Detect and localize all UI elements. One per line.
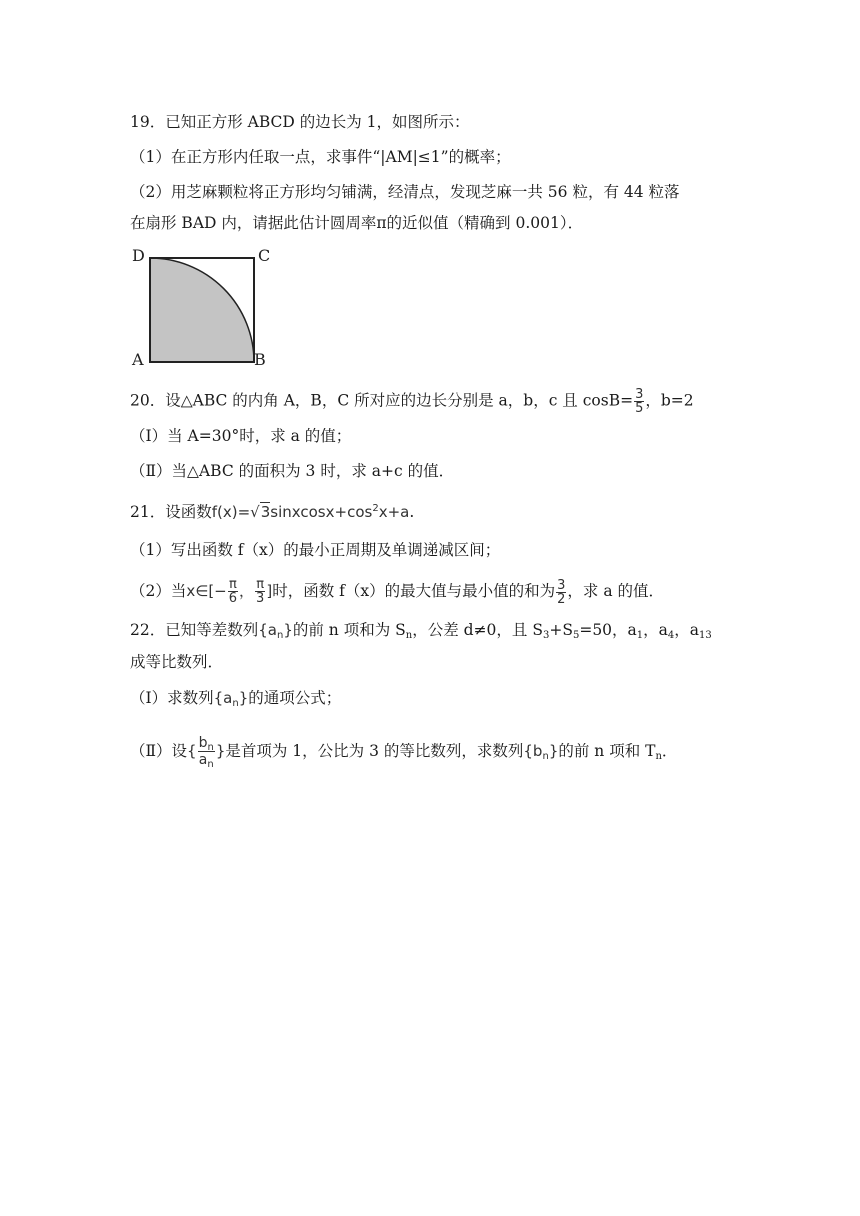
- q20-part2: （Ⅱ）当△ABC 的面积为 3 时，求 a+c 的值．: [130, 462, 455, 480]
- q22-line1: 22．已知等差数列$\{a_n\}$的前 n 项和为 $S_n$，公差 d≠0，且 $S_3+S_5=50$，$a_1$，$a_4$，$a_{13}$: [130, 621, 712, 641]
- interval-expression: x∈[− $\frac{\pi}{6}$ ， $\frac{\pi}{3}$ ]: [186, 577, 273, 606]
- cosb-fraction: $\frac{3}{5}$: [635, 387, 644, 416]
- q19-title: 19．已知正方形 ABCD 的边长为 1，如图所示：: [130, 113, 470, 131]
- label-d: D: [132, 246, 145, 265]
- q19-part1: （1）在正方形内任取一点，求事件“|AM|≤1”的概率；: [130, 148, 511, 166]
- label-b: B: [254, 350, 266, 368]
- q22-line2: 成等比数列．: [130, 653, 224, 671]
- q22-part2: （Ⅱ）设{ $\frac{b_n}{a_n}$ }是首项为 1，公比为 3 的等比数列，求数列$\{b_n\}$的前 n 项和 $T_n$．: [130, 735, 678, 770]
- q20-stem: 20．设△ABC 的内角 A，B，C 所对应的边长分别是 a，b，c 且 cosB= $\frac{3}{5}$ ，b=2: [130, 387, 694, 416]
- q21-part2: （2）当x∈[− $\frac{\pi}{6}$ ， $\frac{\pi}{3}$ ]时，函数 f（x）的最大值与最小值的和为 $\frac{3}{2}$ ，求 a 的值．: [130, 577, 664, 607]
- q20-part1: （Ⅰ）当 A=30°时，求 a 的值；: [130, 427, 352, 445]
- q21-stem: 21．设函数$f(x)=√3sinxcosx+\cos^2x+a$.: [130, 503, 415, 521]
- label-a: A: [132, 350, 144, 368]
- ratio-sequence: { $\frac{b_n}{a_n}$ }: [187, 735, 226, 770]
- q22-part1: （Ⅰ）求数列$\{a_n\}$的通项公式；: [130, 689, 342, 709]
- q19-part2-line2: 在扇形 BAD 内，请据此估计圆周率π的近似值（精确到 0.001）．: [130, 214, 584, 232]
- function-formula: $f(x)=√3sinxcosx+\cos^2x+a$: [211, 503, 410, 521]
- q19-part2-line1: （2）用芝麻颗粒将正方形均匀铺满，经清点，发现芝麻一共 56 粒，有 44 粒落: [130, 183, 680, 201]
- square-sector-figure: [130, 244, 280, 368]
- q21-part1: （1）写出函数 f（x）的最小正周期及单调递减区间；: [130, 541, 501, 559]
- sum-fraction: $\frac{3}{2}$: [557, 577, 566, 607]
- label-c: C: [258, 246, 271, 265]
